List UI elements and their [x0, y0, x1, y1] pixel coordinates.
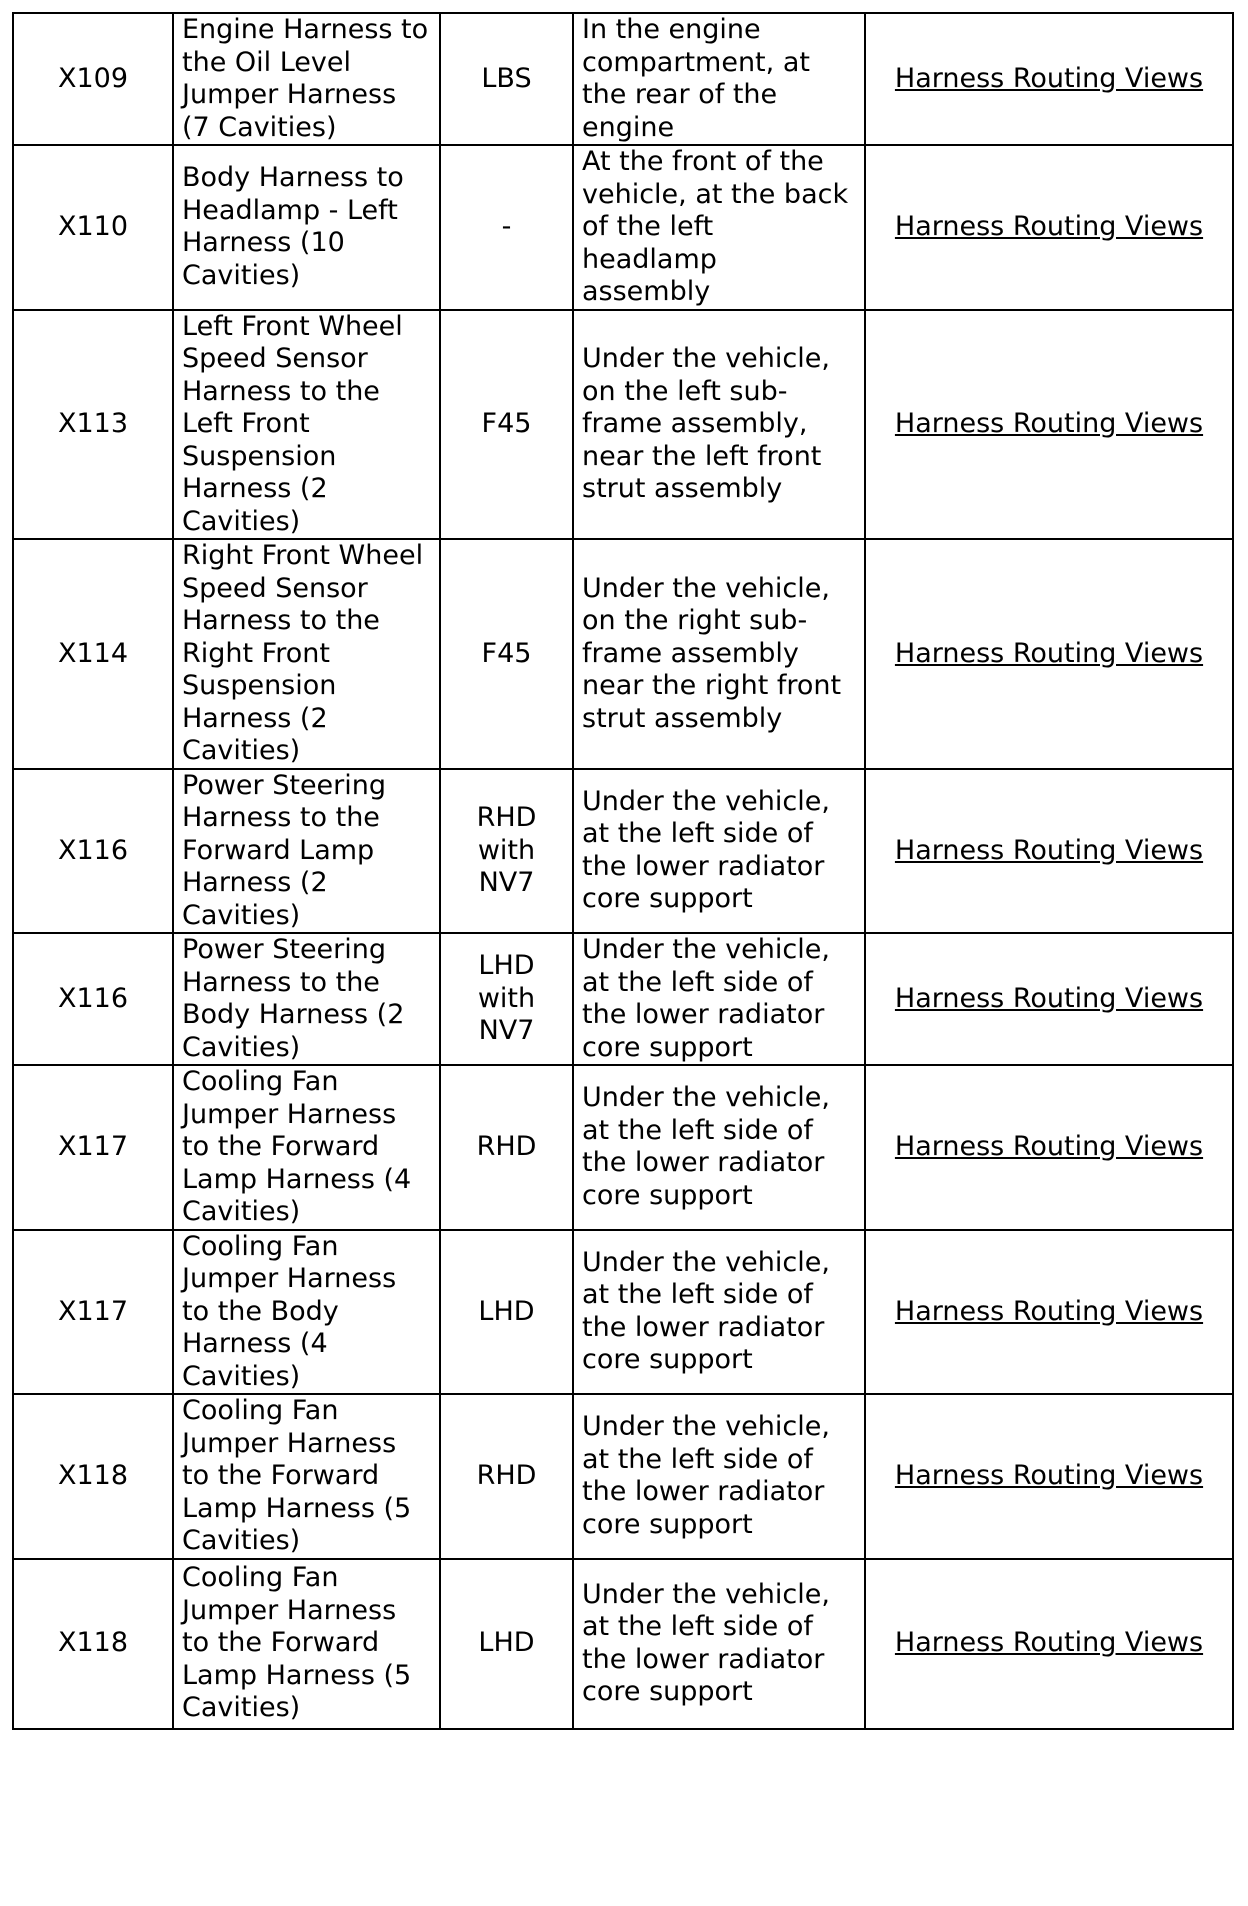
location-line: In the engine: [582, 14, 761, 45]
description-line: Power Steering: [182, 934, 387, 965]
location-line: the lower radiator: [582, 850, 825, 882]
link-cell: [865, 1065, 1233, 1230]
description-line: (7 Cavities): [182, 111, 337, 143]
harness-routing-views-link[interactable]: Harness Routing Views: [894, 1460, 1204, 1491]
description-line: to the Forward: [182, 1131, 380, 1162]
harness-routing-views-link[interactable]: Harness Routing Views: [894, 1295, 1204, 1327]
description-line: the Oil Level: [182, 46, 352, 78]
description-line: Harness (2: [182, 867, 328, 898]
option-cell: [440, 145, 573, 310]
connector-id: X117: [57, 1131, 129, 1162]
description-line: Cooling Fan: [182, 1395, 339, 1426]
table-row: [13, 769, 1233, 934]
table-row: [13, 13, 1233, 145]
location-line: core support: [582, 1508, 753, 1540]
location-cell: [573, 310, 865, 540]
description-line: Right Front: [182, 637, 330, 669]
connector-id: X109: [57, 62, 129, 94]
location-line: near the left front: [582, 440, 822, 472]
description-line: to the Forward: [182, 1627, 380, 1659]
harness-routing-views-link[interactable]: Harness Routing Views: [894, 408, 1204, 439]
location-line: frame assembly,: [582, 408, 808, 439]
link-cell: [865, 310, 1233, 540]
location-line: Under the vehicle,: [582, 1411, 830, 1443]
connector-id: X114: [57, 637, 129, 669]
description-line: Left Front Wheel: [182, 310, 403, 342]
option-line: NV7: [478, 867, 535, 898]
option-line: LHD: [478, 1295, 535, 1327]
option-cell: [440, 13, 573, 145]
description-line: Left Front: [182, 408, 310, 439]
connector-id: X118: [57, 1627, 129, 1659]
location-line: on the right sub-: [582, 605, 808, 636]
location-line: frame assembly: [582, 637, 799, 669]
description-cell: [173, 1394, 440, 1559]
description-line: Harness to the: [182, 375, 380, 407]
table-row: [13, 539, 1233, 769]
link-cell: [865, 769, 1233, 934]
description-line: Jumper Harness: [182, 1594, 397, 1626]
location-line: core support: [582, 1676, 753, 1707]
option-cell: [440, 1559, 573, 1729]
description-line: Body Harness (2: [182, 999, 405, 1030]
table-row: [13, 1065, 1233, 1230]
description-line: Speed Sensor: [182, 572, 368, 604]
description-line: to the Body: [182, 1295, 339, 1327]
option-line: with: [477, 982, 536, 1014]
connector-id: X110: [57, 211, 129, 242]
location-line: at the left side of: [582, 818, 813, 850]
harness-routing-views-link[interactable]: Harness Routing Views: [894, 982, 1204, 1014]
connector-id-cell: [13, 310, 173, 540]
description-line: Lamp Harness (5: [182, 1659, 412, 1691]
description-line: Headlamp - Left: [182, 194, 398, 226]
description-line: Harness to the: [182, 802, 380, 833]
option-line: RHD: [476, 1460, 537, 1491]
location-line: at the left side of: [582, 1611, 813, 1642]
location-line: Under the vehicle,: [582, 1082, 830, 1114]
table-body: [13, 13, 1233, 1729]
description-line: Cavities): [182, 899, 301, 931]
option-cell: [440, 1230, 573, 1395]
connector-id-cell: [13, 769, 173, 934]
harness-routing-views-link[interactable]: Harness Routing Views: [894, 637, 1204, 669]
option-line: NV7: [478, 1015, 535, 1047]
connector-id-cell: [13, 145, 173, 310]
link-cell: [865, 1230, 1233, 1395]
location-line: on the left sub-: [582, 375, 788, 407]
location-cell: [573, 769, 865, 934]
location-line: at the left side of: [582, 1114, 813, 1146]
location-line: engine: [582, 111, 675, 143]
location-cell: [573, 1230, 865, 1395]
location-line: At the front of the: [582, 146, 824, 177]
location-line: strut assembly: [582, 702, 783, 734]
location-line: core support: [582, 1031, 753, 1063]
connector-id-cell: [13, 539, 173, 769]
description-line: Harness (2: [182, 702, 328, 734]
location-line: core support: [582, 1179, 753, 1211]
connector-id: X116: [57, 982, 129, 1014]
location-line: at the left side of: [582, 1279, 813, 1311]
description-line: Engine Harness to: [182, 14, 429, 45]
location-line: core support: [582, 1344, 753, 1376]
table-row: [13, 933, 1233, 1065]
table-row: [13, 310, 1233, 540]
option-line: LHD: [478, 1627, 535, 1659]
description-cell: [173, 1559, 440, 1729]
location-cell: [573, 145, 865, 310]
connector-id: X116: [57, 834, 129, 866]
option-cell: [440, 1065, 573, 1230]
description-line: Cooling Fan: [182, 1562, 339, 1594]
location-cell: [573, 13, 865, 145]
description-cell: [173, 145, 440, 310]
option-cell: [440, 769, 573, 934]
link-cell: [865, 1559, 1233, 1729]
description-line: Cooling Fan: [182, 1230, 339, 1262]
location-line: the lower radiator: [582, 1476, 825, 1508]
option-cell: [440, 539, 573, 769]
location-line: the lower radiator: [582, 1643, 825, 1675]
option-line: LHD: [478, 950, 535, 982]
harness-routing-views-link[interactable]: Harness Routing Views: [894, 211, 1204, 242]
location-line: vehicle, at the back: [582, 178, 849, 210]
location-line: Under the vehicle,: [582, 1246, 830, 1278]
description-line: Cavities): [182, 735, 301, 766]
description-line: Right Front Wheel: [182, 540, 424, 571]
description-line: Body Harness to: [182, 162, 404, 194]
description-line: Cavities): [182, 259, 301, 291]
location-line: near the right front: [582, 670, 842, 701]
table-row: [13, 145, 1233, 310]
description-line: Cavities): [182, 1196, 301, 1227]
location-line: the lower radiator: [582, 1311, 825, 1343]
description-line: Forward Lamp: [182, 834, 375, 866]
link-cell: [865, 933, 1233, 1065]
table-row: [13, 1394, 1233, 1559]
location-line: at the left side of: [582, 966, 813, 998]
option-cell: [440, 310, 573, 540]
location-line: assembly: [582, 276, 711, 307]
description-cell: [173, 1230, 440, 1395]
description-line: Cavities): [182, 1031, 301, 1063]
option-line: with: [477, 834, 536, 866]
table-row: [13, 1559, 1233, 1729]
location-cell: [573, 539, 865, 769]
location-line: of the left headlamp: [582, 211, 717, 275]
option-line: F45: [481, 408, 532, 439]
description-cell: [173, 539, 440, 769]
connector-id-cell: [13, 1230, 173, 1395]
connector-id: X118: [57, 1460, 129, 1491]
link-cell: [865, 13, 1233, 145]
description-line: Cavities): [182, 1360, 301, 1392]
description-line: Jumper Harness: [182, 79, 397, 110]
description-line: Jumper Harness: [182, 1263, 397, 1294]
location-cell: [573, 1559, 865, 1729]
connector-id-cell: [13, 1065, 173, 1230]
description-cell: [173, 769, 440, 934]
description-line: Lamp Harness (5: [182, 1492, 412, 1524]
link-cell: [865, 539, 1233, 769]
description-line: Suspension: [182, 670, 337, 701]
location-line: at the left side of: [582, 1443, 813, 1475]
description-line: Harness (2: [182, 473, 328, 504]
connector-id-cell: [13, 933, 173, 1065]
connector-id: X113: [57, 408, 129, 439]
location-line: Under the vehicle,: [582, 343, 830, 374]
description-line: Suspension: [182, 440, 337, 472]
location-line: the lower radiator: [582, 999, 825, 1030]
description-cell: [173, 933, 440, 1065]
description-line: Cavities): [182, 505, 301, 537]
connector-id-cell: [13, 13, 173, 145]
connector-id-cell: [13, 1394, 173, 1559]
location-line: Under the vehicle,: [582, 572, 830, 604]
option-line: LBS: [481, 62, 532, 94]
table-row: [13, 1230, 1233, 1395]
harness-routing-views-link[interactable]: Harness Routing Views: [894, 62, 1204, 94]
option-line: RHD: [476, 1131, 537, 1162]
option-cell: [440, 1394, 573, 1559]
option-cell: [440, 933, 573, 1065]
option-line: F45: [481, 637, 532, 669]
description-cell: [173, 310, 440, 540]
connector-table: [12, 12, 1234, 1730]
harness-routing-views-link[interactable]: Harness Routing Views: [894, 1627, 1204, 1659]
link-cell: [865, 1394, 1233, 1559]
description-cell: [173, 13, 440, 145]
description-line: Cooling Fan: [182, 1066, 339, 1097]
description-line: Jumper Harness: [182, 1098, 397, 1130]
location-line: the rear of the: [582, 79, 778, 110]
description-line: Cavities): [182, 1525, 301, 1556]
description-cell: [173, 1065, 440, 1230]
location-line: strut assembly: [582, 473, 783, 504]
description-line: Power Steering: [182, 769, 387, 801]
description-line: Harness (10: [182, 227, 345, 259]
location-cell: [573, 1065, 865, 1230]
description-line: to the Forward: [182, 1460, 380, 1491]
description-line: Cavities): [182, 1692, 301, 1724]
description-line: Harness (4: [182, 1328, 328, 1359]
description-line: Speed Sensor: [182, 343, 368, 374]
location-line: the lower radiator: [582, 1147, 825, 1179]
option-line: -: [501, 211, 512, 242]
location-line: compartment, at: [582, 46, 810, 78]
location-line: Under the vehicle,: [582, 1578, 830, 1610]
harness-routing-views-link[interactable]: Harness Routing Views: [894, 1131, 1204, 1162]
description-line: Harness to the: [182, 605, 380, 636]
location-cell: [573, 1394, 865, 1559]
link-cell: [865, 145, 1233, 310]
connector-id-cell: [13, 1559, 173, 1729]
location-line: Under the vehicle,: [582, 934, 830, 965]
location-line: Under the vehicle,: [582, 785, 830, 817]
description-line: Lamp Harness (4: [182, 1163, 412, 1195]
description-line: Harness to the: [182, 966, 380, 998]
location-line: core support: [582, 883, 753, 915]
option-line: RHD: [476, 802, 537, 833]
location-cell: [573, 933, 865, 1065]
harness-routing-views-link[interactable]: Harness Routing Views: [894, 834, 1204, 866]
connector-id: X117: [57, 1295, 129, 1327]
description-line: Jumper Harness: [182, 1427, 397, 1459]
